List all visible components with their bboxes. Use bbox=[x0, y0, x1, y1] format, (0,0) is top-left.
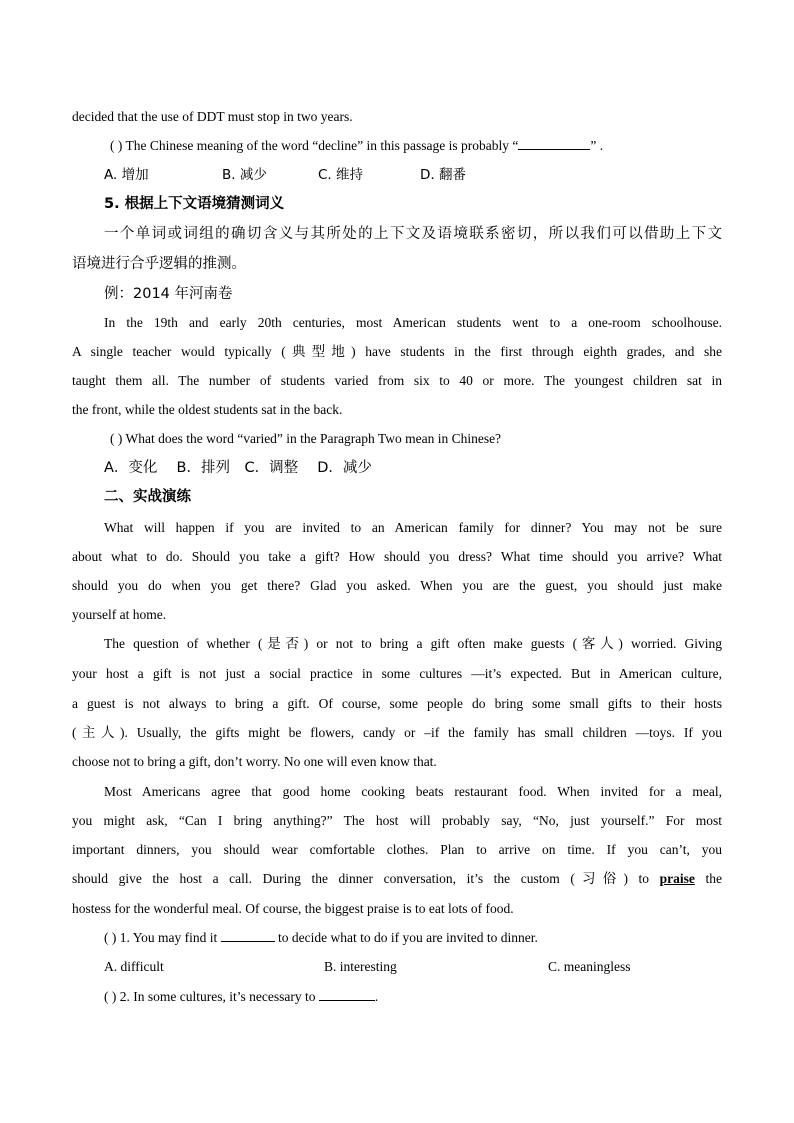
q1-option-c: C. meaningless bbox=[548, 959, 631, 974]
text-line: decided that the use of DDT must stop in two years. bbox=[72, 109, 353, 124]
text-line: a guest is not always to bring a gift. Of course, some people do bring some small gifts to their hosts bbox=[72, 696, 722, 711]
text-line: (主人). Usually, the gifts might be flowers, candy or –if the family has small children —toys. If you bbox=[72, 725, 722, 740]
question-1 bbox=[104, 928, 754, 948]
section-text: 语境进行合乎逻辑的推测。 bbox=[72, 256, 246, 272]
text-line: the front, while the oldest students sat in the back. bbox=[72, 402, 343, 417]
example-label: 例：2014 年河南卷 bbox=[104, 286, 233, 302]
section-heading: 5. 根据上下文语境猜测词义 bbox=[104, 196, 285, 212]
text-line: important dinners, you should wear comfortable clothes. Plan to arrive on time. If you can’t, you bbox=[72, 842, 722, 857]
practice-heading: 二、实战演练 bbox=[104, 489, 191, 505]
text-line: In the 19th and early 20th centuries, most American students went to a one-room schoolhouse. bbox=[104, 315, 722, 330]
text-segment: the bbox=[694, 871, 722, 886]
text-line: should you do when you get there? Glad you asked. When you are the guest, you should just make bbox=[72, 578, 722, 593]
q1-option-b: B. interesting bbox=[324, 959, 397, 974]
question-text: ( ) 1. You may find it bbox=[104, 930, 221, 945]
underlined-word: praise bbox=[659, 871, 695, 886]
section-text: 一个单词或词组的确切含义与其所处的上下文及语境联系密切，所以我们可以借助上下文 bbox=[104, 226, 722, 242]
question-varied: ( ) What does the word “varied” in the Paragraph Two mean in Chinese? bbox=[110, 431, 502, 446]
answer-blank[interactable] bbox=[221, 928, 275, 942]
question-text-end: ” . bbox=[590, 138, 604, 153]
question-text: ( ) The Chinese meaning of the word “decline” in this passage is probably “ bbox=[110, 138, 519, 153]
text-line: A single teacher would typically (典型地) have students in the first through eighth grades, and she bbox=[72, 344, 722, 359]
option-d: D. 翻番 bbox=[420, 167, 466, 183]
question-decline bbox=[110, 136, 730, 156]
question-2 bbox=[104, 987, 754, 1007]
text-line: your host a gift is not just a social practice in some cultures —it’s expected. But in American culture, bbox=[72, 666, 722, 681]
text-line: hostess for the wonderful meal. Of course, the biggest praise is to eat lots of food. bbox=[72, 901, 514, 916]
option-a: A. 增加 bbox=[104, 167, 149, 183]
text-line: choose not to bring a gift, don’t worry. No one will even know that. bbox=[72, 754, 437, 769]
question-text-end: to decide what to do if you are invited to dinner. bbox=[274, 930, 538, 945]
varied-options: A．变化 B．排列 C．调整 D．减少 bbox=[104, 460, 372, 476]
text-line: yourself at home. bbox=[72, 607, 167, 622]
q1-option-a: A. difficult bbox=[104, 959, 164, 974]
text-line: taught them all. The number of students varied from six to 40 or more. The youngest children sat in bbox=[72, 373, 722, 388]
text-line: What will happen if you are invited to an American family for dinner? You may not be sure bbox=[104, 520, 722, 535]
option-c: C. 维持 bbox=[318, 167, 364, 183]
answer-blank[interactable] bbox=[319, 987, 375, 1001]
text-line: about what to do. Should you take a gift? How should you dress? What time should you arrive? What bbox=[72, 549, 722, 564]
answer-blank[interactable] bbox=[518, 136, 590, 150]
text-segment: should give the host a call. During the dinner conversation, it’s the custom (习俗) to bbox=[72, 871, 660, 886]
text-line: Most Americans agree that good home cooking beats restaurant food. When invited for a meal, bbox=[104, 784, 722, 799]
question-text-end: . bbox=[374, 989, 379, 1004]
text-line: you might ask, “Can I bring anything?” The host will probably say, “No, just yourself.” For most bbox=[72, 813, 722, 828]
option-b: B. 减少 bbox=[222, 167, 267, 183]
text-line bbox=[72, 869, 722, 889]
text-line: The question of whether (是否) or not to bring a gift often make guests (客人) worried. Giving bbox=[104, 636, 722, 651]
question-text: ( ) 2. In some cultures, it’s necessary to bbox=[104, 989, 319, 1004]
